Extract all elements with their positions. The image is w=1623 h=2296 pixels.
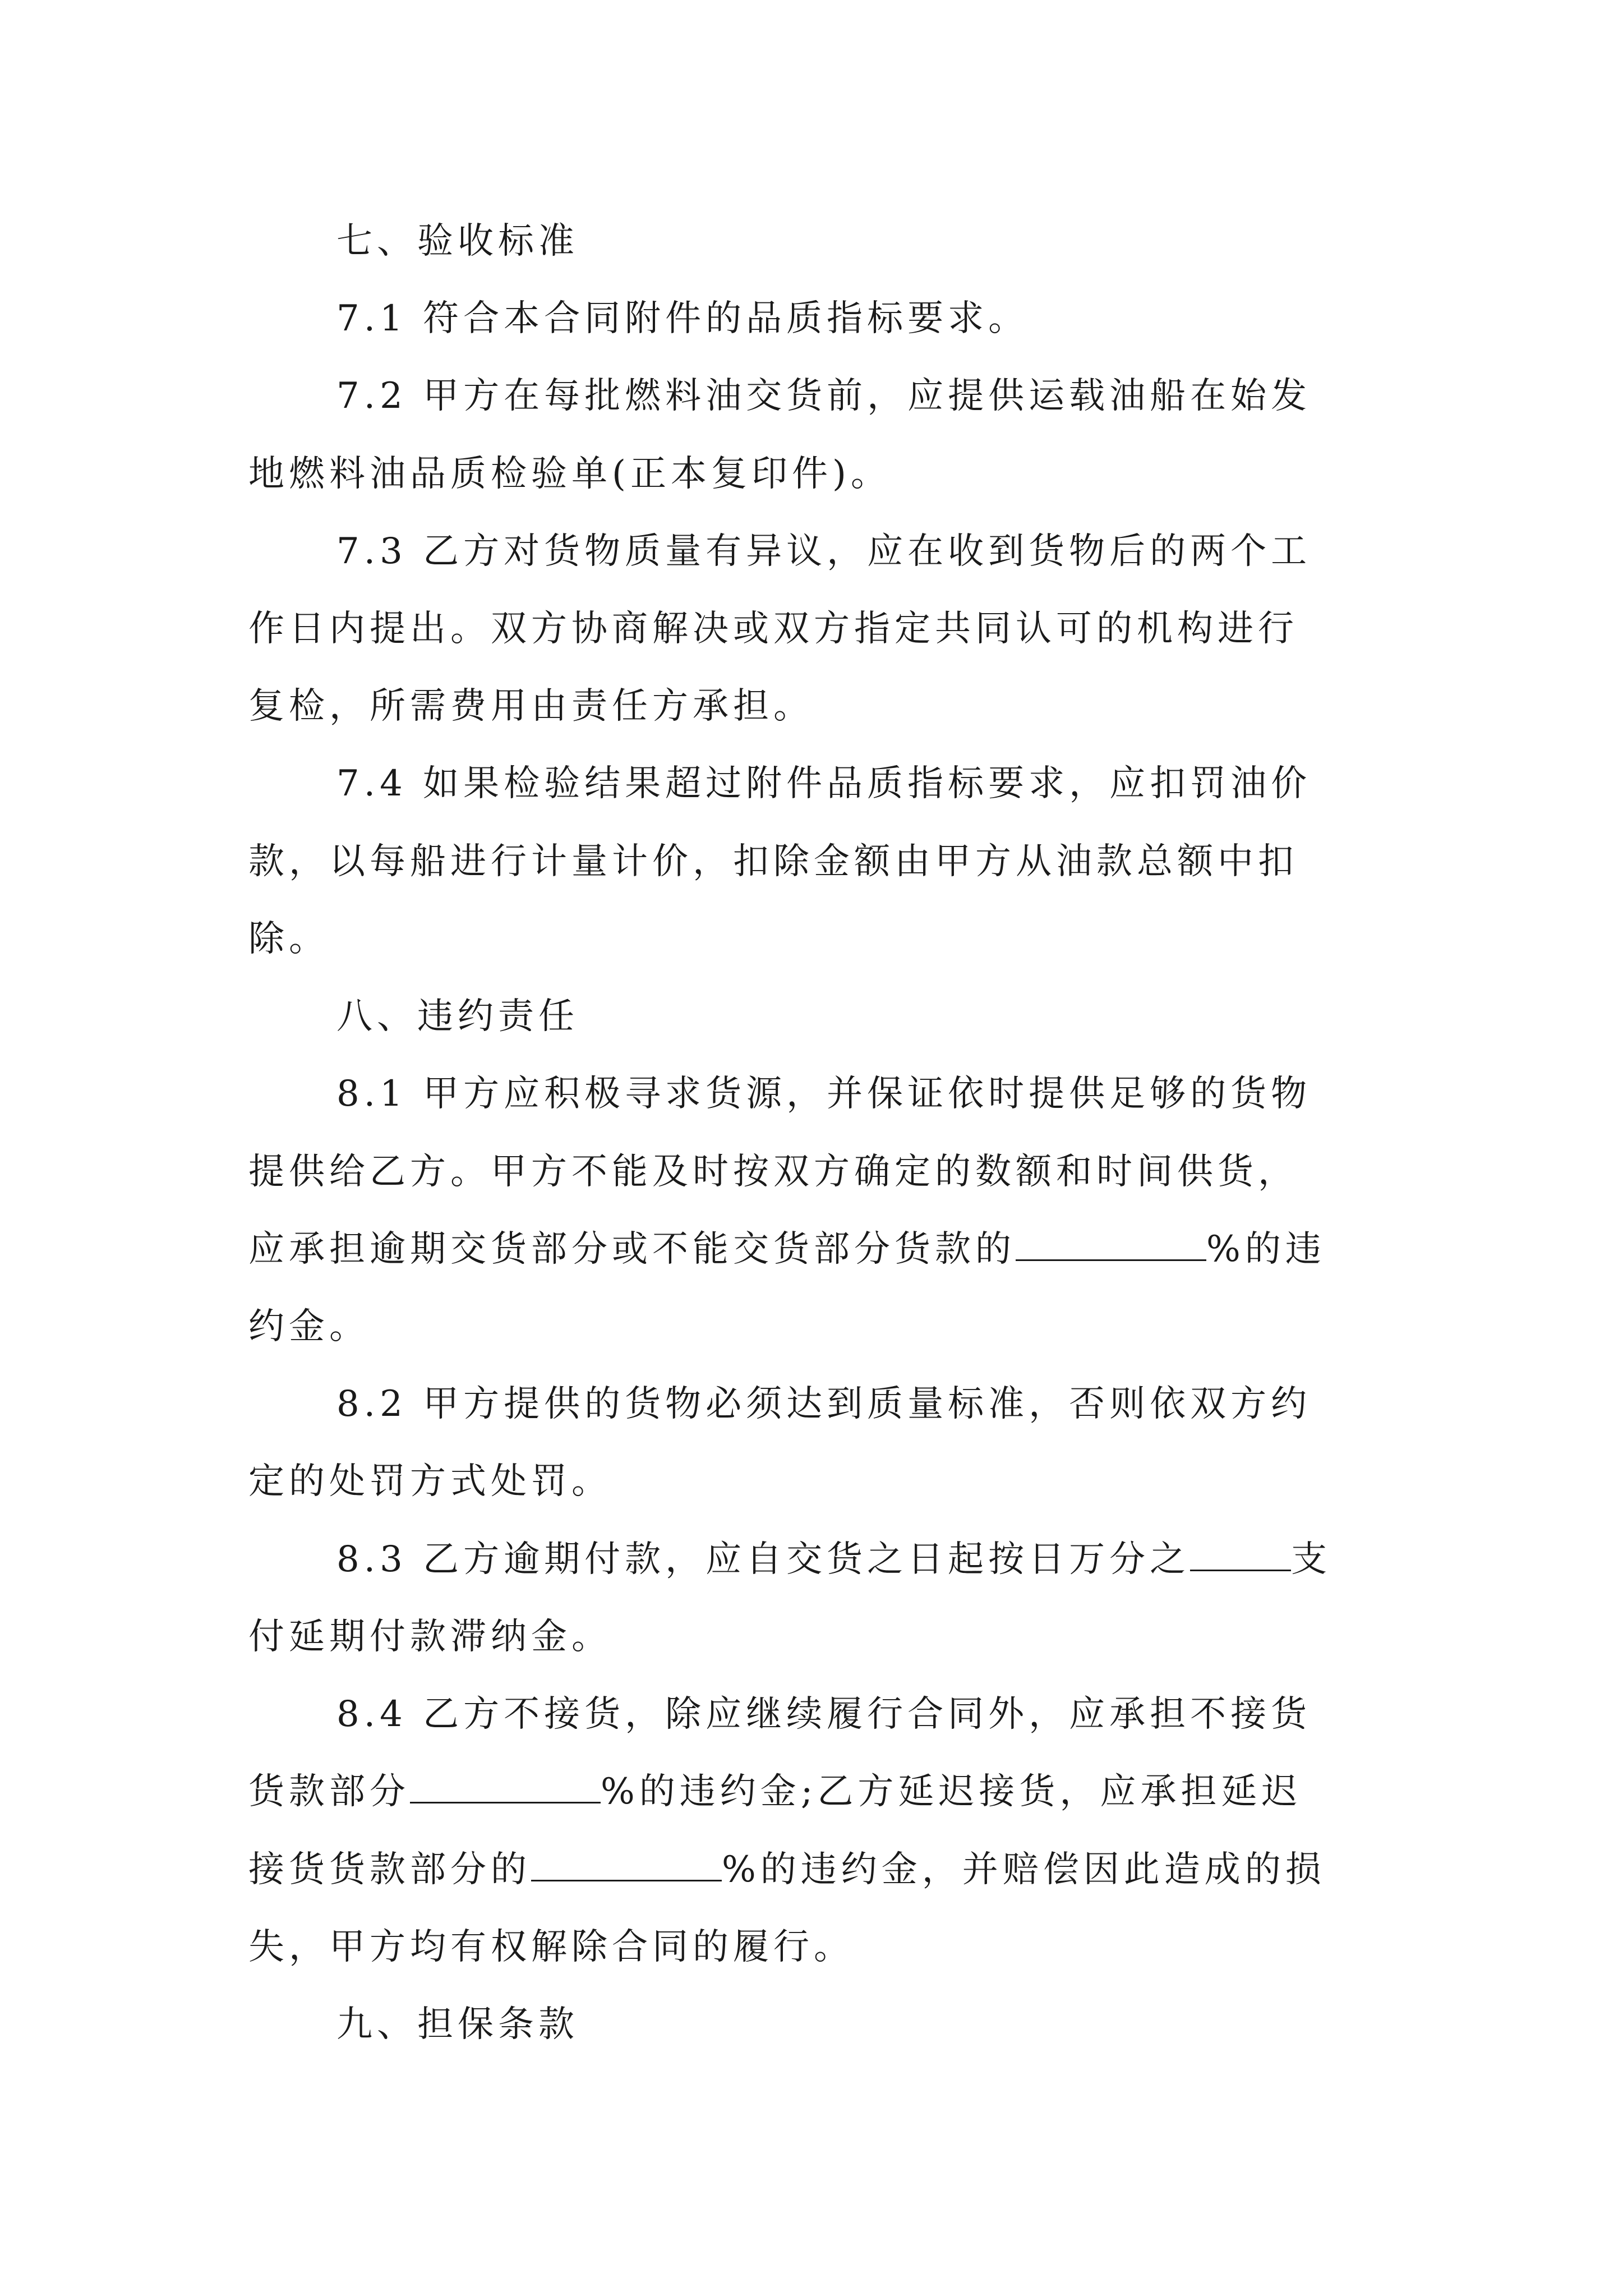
clause-8-1-line4: 约金。	[248, 1306, 370, 1347]
clause-7-2-line2: 地燃料油品质检验单(正本复印件)。	[248, 453, 891, 495]
clause-8-1-text-b: %的违	[1206, 1228, 1326, 1270]
fill-in-blank[interactable]	[1190, 1538, 1291, 1571]
clause-8-1-line1: 8.1 甲方应积极寻求货源，并保证依时提供足够的货物	[336, 1073, 1312, 1115]
clause-8-1-text-a: 应承担逾期交货部分或不能交货部分货款的	[248, 1228, 1016, 1270]
heading-7: 七、验收标准	[336, 220, 579, 262]
fill-in-blank[interactable]	[1016, 1228, 1206, 1261]
clause-8-1-line2: 提供给乙方。甲方不能及时按双方确定的数额和时间供货，	[248, 1151, 1298, 1193]
clause-8-2-line2: 定的处罚方式处罚。	[248, 1461, 612, 1502]
clause-7-4-line1: 7.4 如果检验结果超过附件品质指标要求，应扣罚油价	[336, 763, 1312, 804]
clause-7-1: 7.1 符合本合同附件的品质指标要求。	[336, 298, 1029, 339]
clause-8-4-text-a: 货款部分	[248, 1771, 410, 1812]
clause-8-4-text-b: %的违约金;乙方延迟接货，应承担延迟	[601, 1771, 1302, 1812]
clause-8-4-line1: 8.4 乙方不接货，除应继续履行合同外，应承担不接货	[336, 1694, 1312, 1735]
clause-8-3-text-b: 支	[1291, 1539, 1332, 1580]
clause-7-4-line2: 款，以每船进行计量计价，扣除金额由甲方从油款总额中扣	[248, 841, 1298, 882]
clause-8-3-line2: 付延期付款滞纳金。	[248, 1616, 612, 1658]
clause-7-3-line3: 复检，所需费用由责任方承担。	[248, 685, 814, 727]
fill-in-blank[interactable]	[531, 1848, 722, 1881]
clause-8-4-line2	[248, 1769, 1302, 1814]
clause-8-4-text-d: %的违约金，并赔偿因此造成的损	[722, 1849, 1326, 1890]
fill-in-blank[interactable]	[410, 1770, 601, 1803]
clause-8-3-line1	[336, 1537, 1331, 1582]
clause-8-1-line3	[248, 1227, 1326, 1272]
clause-7-4-line3: 除。	[248, 918, 329, 960]
clause-7-2-line1: 7.2 甲方在每批燃料油交货前，应提供运载油船在始发	[336, 375, 1312, 417]
heading-8: 八、违约责任	[336, 996, 579, 1037]
clause-8-2-line1: 8.2 甲方提供的货物必须达到质量标准，否则依双方约	[336, 1383, 1312, 1425]
heading-9: 九、担保条款	[336, 2004, 579, 2045]
clause-8-3-text-a: 8.3 乙方逾期付款，应自交货之日起按日万分之	[336, 1539, 1191, 1580]
clause-7-3-line1: 7.3 乙方对货物质量有异议，应在收到货物后的两个工	[336, 531, 1312, 572]
clause-8-4-line4: 失，甲方均有权解除合同的履行。	[248, 1926, 854, 1968]
clause-7-3-line2: 作日内提出。双方协商解决或双方指定共同认可的机构进行	[248, 608, 1298, 650]
clause-8-4-text-c: 接货货款部分的	[248, 1849, 531, 1890]
clause-8-4-line3	[248, 1847, 1326, 1892]
